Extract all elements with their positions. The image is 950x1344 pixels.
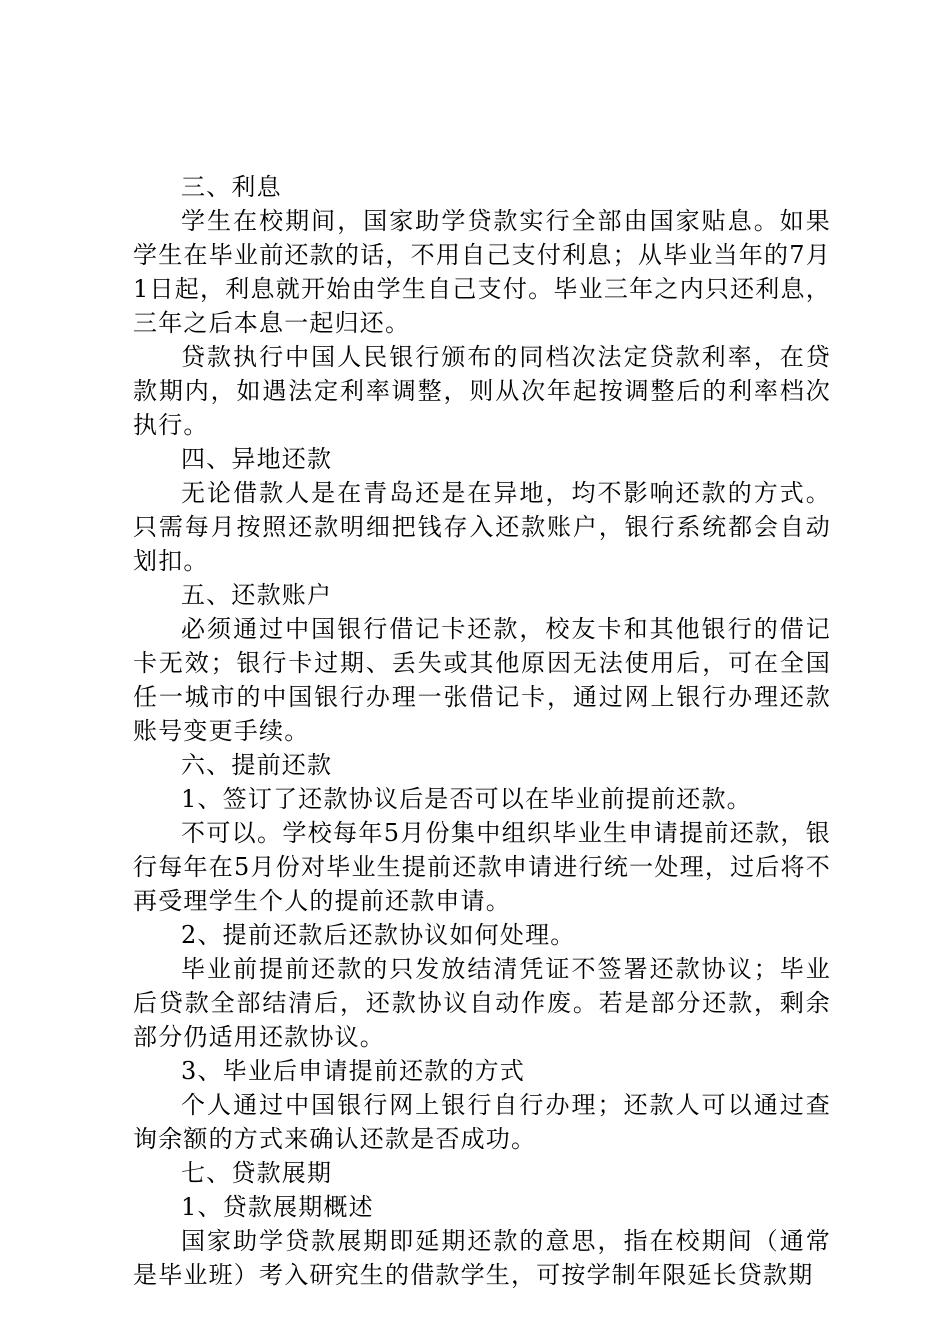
paragraph-repayment-account: 必须通过中国银行借记卡还款，校友卡和其他银行的借记卡无效；银行卡过期、丢失或其他原因无法使用后，可在全国任一城市的中国银行办理一张借记卡，通过网上银行办理还款账号变更手续。 <box>133 615 831 745</box>
answer-early-repayment-3: 个人通过中国银行网上银行自行办理；还款人可以通过查询余额的方式来确认还款是否成功。 <box>133 1091 831 1153</box>
document-body <box>133 170 831 1292</box>
section-heading-loan-extension: 七、贷款展期 <box>181 1159 333 1187</box>
question-early-repayment-1: 1、签订了还款协议后是否可以在毕业前提前还款。 <box>181 785 752 813</box>
section-heading-repayment-account: 五、还款账户 <box>181 581 333 609</box>
paragraph-loan-extension: 国家助学贷款展期即延期还款的意思，指在校期间（通常是毕业班）考入研究生的借款学生，可按学制年限延长贷款期 <box>133 1227 831 1289</box>
section-heading-early-repayment: 六、提前还款 <box>181 751 333 779</box>
answer-early-repayment-1: 不可以。学校每年5月份集中组织毕业生申请提前还款，银行每年在5月份对毕业生提前还款申请进行统一处理，过后将不再受理学生个人的提前还款申请。 <box>133 819 831 915</box>
section-heading-remote-repayment: 四、异地还款 <box>181 445 333 473</box>
paragraph-interest-subsidy: 学生在校期间，国家助学贷款实行全部由国家贴息。如果学生在毕业前还款的话，不用自己支付利息；从毕业当年的7月1日起，利息就开始由学生自己支付。毕业三年之内只还利息，三年之后本息一起归还。 <box>133 207 831 337</box>
paragraph-interest-rate: 贷款执行中国人民银行颁布的同档次法定贷款利率，在贷款期内，如遇法定利率调整，则从次年起按调整后的利率档次执行。 <box>133 343 831 439</box>
section-heading-interest: 三、利息 <box>181 173 282 201</box>
subheading-loan-extension-overview: 1、贷款展期概述 <box>181 1193 374 1221</box>
question-early-repayment-3: 3、毕业后申请提前还款的方式 <box>181 1057 526 1085</box>
question-early-repayment-2: 2、提前还款后还款协议如何处理。 <box>181 921 576 949</box>
paragraph-remote-repayment: 无论借款人是在青岛还是在异地，均不影响还款的方式。只需每月按照还款明细把钱存入还款账户，银行系统都会自动划扣。 <box>133 479 831 575</box>
answer-early-repayment-2: 毕业前提前还款的只发放结清凭证不签署还款协议；毕业后贷款全部结清后，还款协议自动作废。若是部分还款，剩余部分仍适用还款协议。 <box>133 955 831 1051</box>
